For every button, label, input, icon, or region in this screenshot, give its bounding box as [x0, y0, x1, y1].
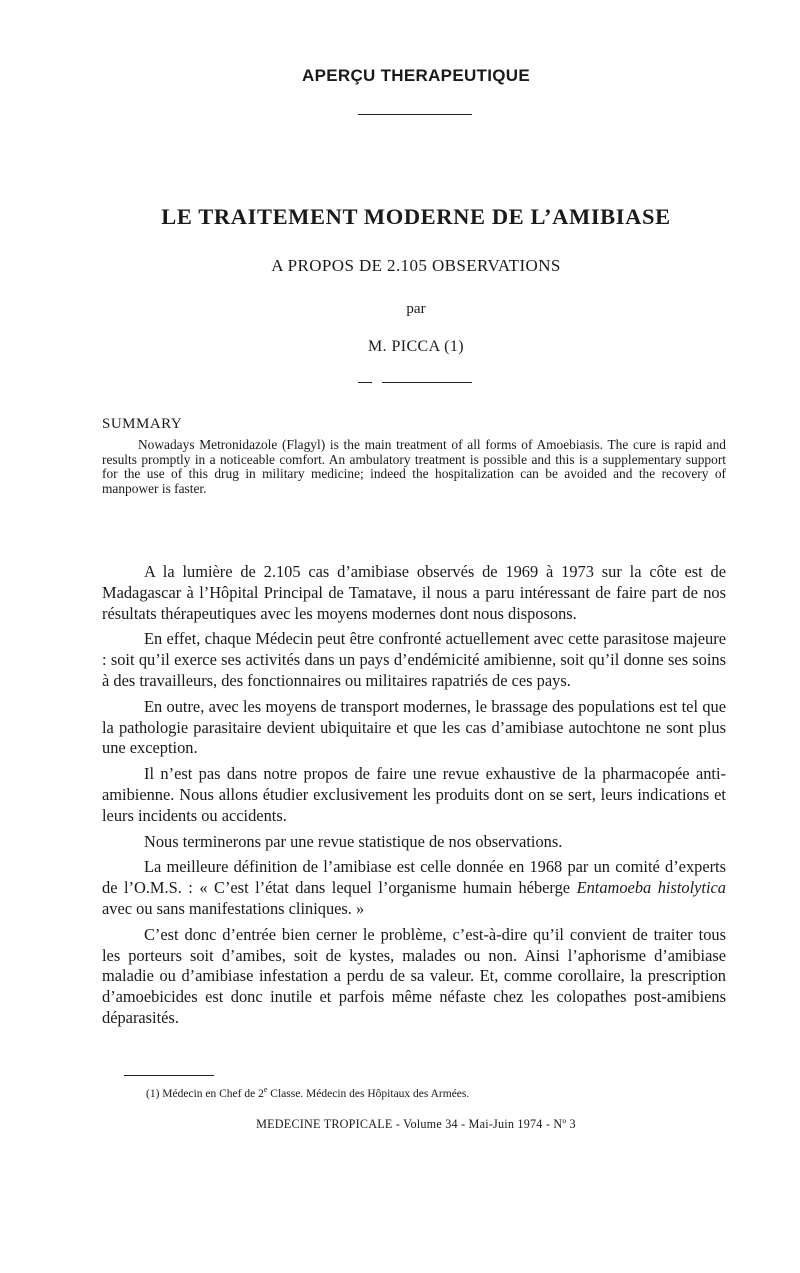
- p6-text-after: avec ou sans manifestations cliniques. »: [102, 898, 365, 918]
- author-rule-long: [382, 382, 472, 383]
- footnote: [146, 1085, 469, 1100]
- summary-text: Nowadays Metronidazole (Flagyl) is the main treatment of all forms of Amoebiasis. The cure is rapid and results promptly in a noticeable comfort. An ambulatory treatment is possible and this is a supplementary support for the use of this drug in military medicine; indeed the hospitalization can be avoided and the recovery of manpower is faster.: [102, 437, 726, 496]
- body-paragraph-6: [102, 857, 726, 919]
- body-paragraph-3: En outre, avec les moyens de transport modernes, le brassage des populations est tel que la pathologie parasitaire devient ubiquitaire et que les cas d’amibiase autochtone ne sont plus une exception.: [102, 696, 726, 758]
- footnote-text-after: Classe. Médecin des Hôpitaux des Armées.: [267, 1087, 470, 1100]
- p6-text-before: La meilleure définition de l’amibiase est celle donnée en 1968 par un comité d’experts de l’O.M.S. : « C’est l’état dans lequel l’organisme humain héberge: [102, 857, 726, 898]
- p6-species-name: Entamoeba histolytica: [576, 878, 726, 898]
- body-paragraph-5: Nous terminerons par une revue statistique de nos observations.: [144, 831, 563, 851]
- article-body: [102, 562, 726, 1034]
- summary-heading: SUMMARY: [102, 416, 183, 432]
- body-paragraph-1: A la lumière de 2.105 cas d’amibiase observés de 1969 à 1973 sur la côte est de Madagascar à l’Hôpital Principal de Tamatave, il nous a paru intéressant de faire part de nos résultats thérapeutiques avec les moyens modernes dont nous disposons.: [102, 562, 726, 623]
- body-paragraph-2: En effet, chaque Médecin peut être confronté actuellement avec cette parasitose majeure : soit qu’il exerce ses activités dans un pays d’endémicité amibienne, soit qu’il donne ses soins à des travailleurs, des fonctionnaires ou militaires rapatriés de ces pays.: [102, 629, 726, 690]
- body-paragraph-7: C’est donc d’entrée bien cerner le problème, c’est-à-dire qu’il convient de traiter tous les porteurs soit d’amibes, soit de kystes, malades ou non. Ainsi l’aphorisme d’amibiase maladie ou d’amibiase infestation a perdu de sa valeur. Et, comme corollaire, la prescription d’amoebicides est donc inutile et parfois même néfaste chez les colopathes post-amibiens déparasités.: [102, 924, 726, 1027]
- byline-prefix: par: [406, 301, 426, 317]
- section-label: APERÇU THERAPEUTIQUE: [302, 66, 530, 85]
- body-paragraph-4: Il n’est pas dans notre propos de faire une revue exhaustive de la pharmacopée anti-amibienne. Nous allons étudier exclusivement les produits dont on se sert, leurs indications et leurs incidents ou accidents.: [102, 764, 726, 825]
- article-subtitle: A PROPOS DE 2.105 OBSERVATIONS: [271, 256, 561, 275]
- author-rule-short: [358, 382, 372, 383]
- footnote-superscript: e: [263, 1085, 268, 1094]
- header-rule: [358, 114, 472, 115]
- author-name: M. PICCA (1): [368, 338, 464, 355]
- footnote-text-before: (1) Médecin en Chef de 2: [146, 1087, 264, 1100]
- footnote-rule: [124, 1075, 214, 1076]
- journal-line: MEDECINE TROPICALE - Volume 34 - Mai-Juin 1974 - Nº 3: [256, 1117, 576, 1131]
- article-title: LE TRAITEMENT MODERNE DE L’AMIBIASE: [161, 204, 671, 229]
